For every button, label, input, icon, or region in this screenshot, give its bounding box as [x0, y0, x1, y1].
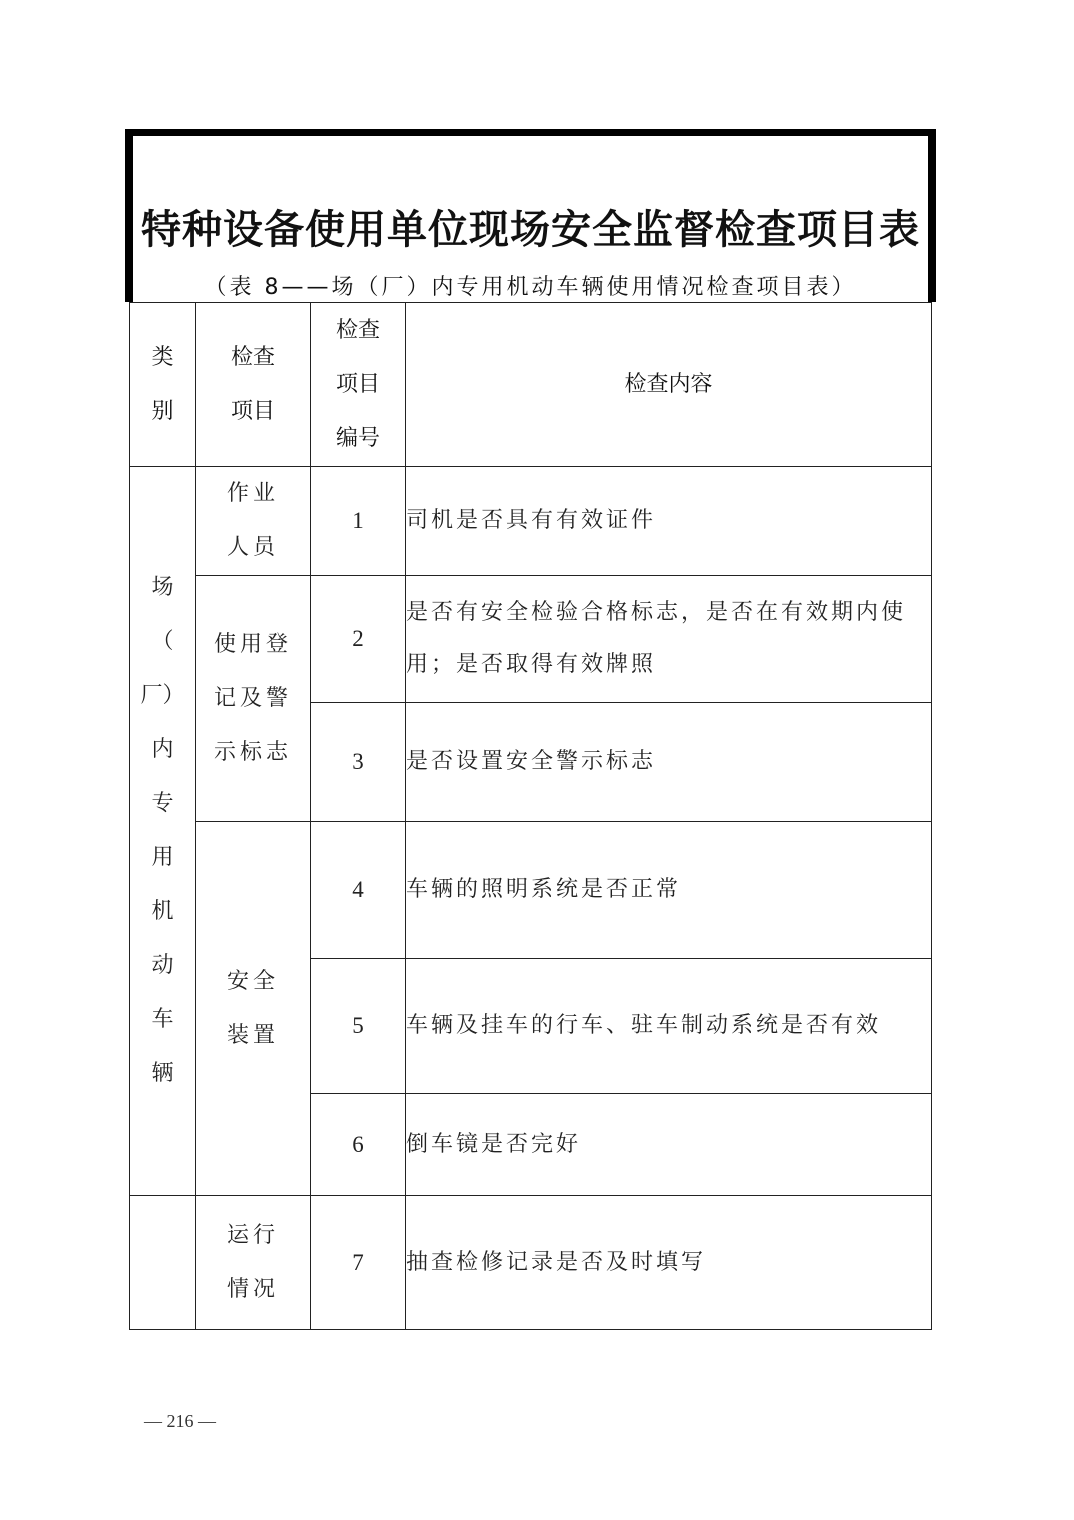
content-cell: 是否有安全检验合格标志，是否在有效期内使用；是否取得有效牌照 — [406, 576, 932, 703]
content-cell: 车辆的照明系统是否正常 — [406, 822, 932, 959]
content-cell: 是否设置安全警示标志 — [406, 703, 932, 822]
content-cell: 车辆及挂车的行车、驻车制动系统是否有效 — [406, 959, 932, 1094]
page-number: — 216 — — [144, 1411, 216, 1431]
content-cell: 倒车镜是否完好 — [406, 1094, 932, 1196]
table-row — [130, 822, 932, 959]
content-cell: 司机是否具有有效证件 — [406, 467, 932, 576]
document-title: 特种设备使用单位现场安全监督检查项目表 — [141, 206, 920, 253]
table-row — [130, 576, 932, 703]
content-cell: 抽查检修记录是否及时填写 — [406, 1196, 932, 1330]
header-content: 检查内容 — [406, 303, 932, 467]
number-cell: 7 — [311, 1196, 406, 1330]
table-row — [130, 1196, 932, 1330]
title-frame — [125, 129, 936, 302]
header-item: 检查 项目 — [196, 303, 311, 467]
header-number: 检查 项目 编号 — [311, 303, 406, 467]
table-row — [130, 467, 932, 576]
document-subtitle: （表 8——场（厂）内专用机动车辆使用情况检查项目表） — [204, 275, 857, 300]
number-cell: 2 — [311, 576, 406, 703]
number-cell: 5 — [311, 959, 406, 1094]
item-cell: 运行 情况 — [196, 1196, 311, 1330]
item-cell: 使用登 记及警 示标志 — [196, 576, 311, 822]
inspection-table — [129, 302, 932, 1330]
header-category: 类 别 — [130, 303, 196, 467]
number-cell: 4 — [311, 822, 406, 959]
number-cell: 6 — [311, 1094, 406, 1196]
number-cell: 3 — [311, 703, 406, 822]
item-cell: 作业 人员 — [196, 467, 311, 576]
category-cell-empty — [130, 1196, 196, 1330]
item-cell: 安全 装置 — [196, 822, 311, 1196]
table-header-row — [130, 303, 932, 467]
number-cell: 1 — [311, 467, 406, 576]
category-cell: 场 （ 厂） 内 专 用 机 动 车 辆 — [130, 467, 196, 1196]
